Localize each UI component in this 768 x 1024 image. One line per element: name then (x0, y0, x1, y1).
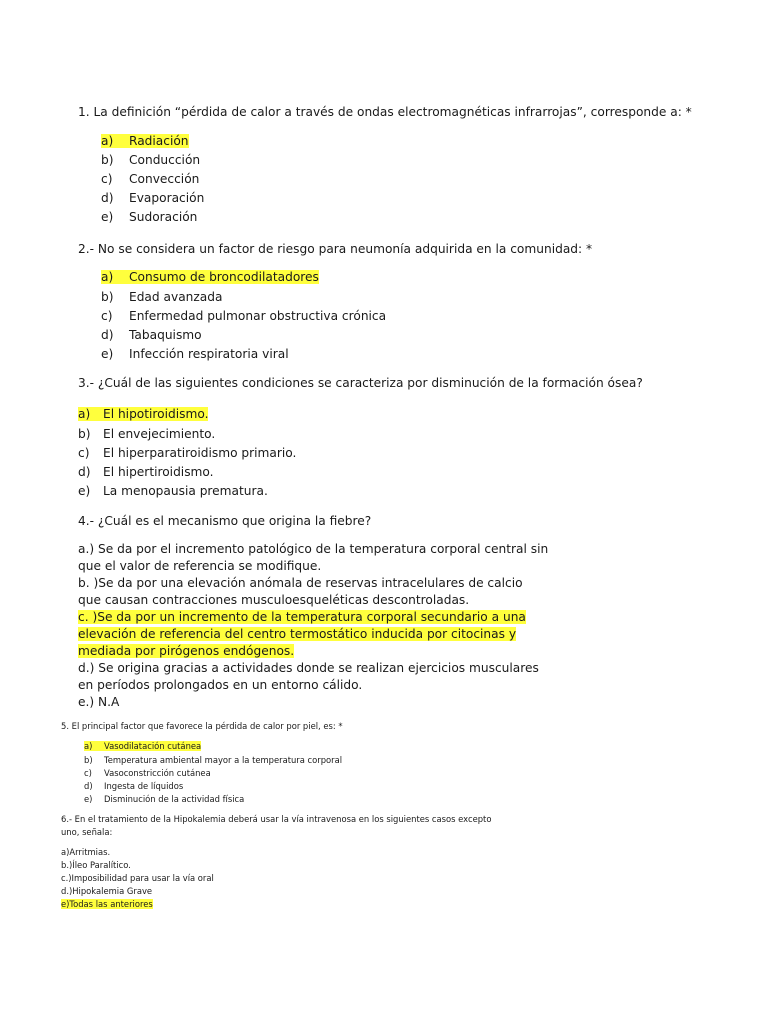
q1-option-e (101, 209, 197, 225)
q5-option-b-letter: b) (84, 755, 93, 765)
q4-line-e: e.) N.A (78, 695, 120, 709)
q5-option-d (84, 781, 183, 792)
q1-option-c-letter: c) (101, 172, 113, 186)
q5-option-e-text: Disminución de la actividad física (104, 794, 245, 804)
q3-option-b (78, 426, 215, 442)
q1-option-c (101, 171, 199, 187)
q3-option-c-letter: c) (78, 446, 90, 460)
q3-option-e (78, 483, 268, 499)
q5-option-c-letter: c) (84, 768, 92, 778)
q2-option-a-letter: a) (101, 270, 114, 284)
q2-option-a-text: Consumo de broncodilatadores (129, 270, 319, 284)
q5-option-d-letter: d) (84, 781, 93, 791)
q1-option-e-text: Sudoración (129, 210, 198, 224)
q6-option-d: d.)Hipokalemia Grave (61, 886, 153, 896)
question-4-title: 4.- ¿Cuál es el mecanismo que origina la fiebre? (78, 514, 372, 528)
q3-option-a (78, 406, 208, 422)
q2-option-c (101, 308, 386, 324)
q4-line-b1: b. )Se da por una elevación anómala de reservas intracelulares de calcio (78, 576, 523, 590)
q6-option-e-wrap (61, 899, 153, 910)
q1-option-d (101, 190, 204, 206)
q1-option-a (101, 133, 189, 149)
q3-option-a-text: El hipotiroidismo. (103, 407, 209, 421)
q5-option-c-text: Vasoconstricción cutánea (104, 768, 211, 778)
q3-option-d (78, 464, 214, 480)
q4-line-c1: c. )Se da por un incremento de la temperatura corporal secundario a una (78, 610, 526, 624)
q2-option-d-text: Tabaquismo (129, 328, 202, 342)
q4-answer-block (78, 541, 548, 711)
q1-option-b-letter: b) (101, 153, 114, 167)
q2-option-e-text: Infección respiratoria viral (129, 347, 289, 361)
q4-line-d2: en períodos prolongados en un entorno cálido. (78, 678, 363, 692)
q5-option-a-text: Vasodilatación cutánea (104, 741, 202, 751)
q1-option-e-letter: e) (101, 210, 114, 224)
q2-option-b-letter: b) (101, 290, 114, 304)
q3-option-d-text: El hipertiroidismo. (103, 465, 214, 479)
q1-option-a-letter: a) (101, 134, 114, 148)
q6-option-e: e)Todas las anteriores (61, 899, 153, 909)
q5-option-a (84, 741, 201, 752)
q5-option-d-text: Ingesta de líquidos (104, 781, 184, 791)
q2-option-b (101, 289, 222, 305)
q4-line-a2: que el valor de referencia se modifique. (78, 559, 322, 573)
question-6-title-line1: 6.- En el tratamiento de la Hipokalemia deberá usar la vía intravenosa en los siguientes casos excepto (61, 814, 492, 824)
question-2-title: 2.- No se considera un factor de riesgo para neumonía adquirida en la comunidad: * (78, 242, 593, 256)
q1-option-c-text: Convección (129, 172, 200, 186)
q2-option-b-text: Edad avanzada (129, 290, 223, 304)
question-3-title: 3.- ¿Cuál de las siguientes condiciones se caracteriza por disminución de la formación ósea? (78, 376, 643, 390)
q3-option-e-text: La menopausia prematura. (103, 484, 268, 498)
question-1-title: 1. La definición “pérdida de calor a través de ondas electromagnéticas infrarrojas”, corresponde a: * (78, 105, 692, 119)
q4-line-a1: a.) Se da por el incremento patológico de la temperatura corporal central sin (78, 542, 549, 556)
q2-option-c-letter: c) (101, 309, 113, 323)
question-5-title: 5. El principal factor que favorece la pérdida de calor por piel, es: * (61, 721, 343, 731)
q1-option-d-letter: d) (101, 191, 114, 205)
q5-option-e-letter: e) (84, 794, 93, 804)
q1-option-b (101, 152, 200, 168)
q3-option-b-letter: b) (78, 427, 91, 441)
q4-line-c3: mediada por pirógenos endógenos. (78, 644, 295, 658)
q2-option-c-text: Enfermedad pulmonar obstructiva crónica (129, 309, 387, 323)
q1-option-a-text: Radiación (129, 134, 189, 148)
q3-option-e-letter: e) (78, 484, 91, 498)
q4-line-b2: que causan contracciones musculoesqueléticas descontroladas. (78, 593, 470, 607)
q2-option-a (101, 269, 319, 285)
q6-option-c: c.)Imposibilidad para usar la vía oral (61, 873, 214, 883)
q2-option-e-letter: e) (101, 347, 114, 361)
question-6-title-line2: uno, señala: (61, 827, 113, 837)
q5-option-a-letter: a) (84, 741, 93, 751)
q5-option-b (84, 755, 342, 766)
q1-option-d-text: Evaporación (129, 191, 205, 205)
q5-option-b-text: Temperatura ambiental mayor a la temperatura corporal (104, 755, 343, 765)
q3-option-a-letter: a) (78, 407, 91, 421)
q4-line-c2: elevación de referencia del centro termostático inducida por citocinas y (78, 627, 517, 641)
q3-option-c (78, 445, 296, 461)
q6-option-a: a)Arritmias. (61, 847, 111, 857)
q2-option-e (101, 346, 289, 362)
q5-option-c (84, 768, 211, 779)
q4-line-d1: d.) Se origina gracias a actividades donde se realizan ejercicios musculares (78, 661, 539, 675)
q1-option-b-text: Conducción (129, 153, 201, 167)
q3-option-b-text: El envejecimiento. (103, 427, 216, 441)
q3-option-c-text: El hiperparatiroidismo primario. (103, 446, 297, 460)
q5-option-e (84, 794, 244, 805)
q2-option-d (101, 327, 202, 343)
q6-option-b: b.)Íleo Paralítico. (61, 860, 131, 870)
q2-option-d-letter: d) (101, 328, 114, 342)
q3-option-d-letter: d) (78, 465, 91, 479)
